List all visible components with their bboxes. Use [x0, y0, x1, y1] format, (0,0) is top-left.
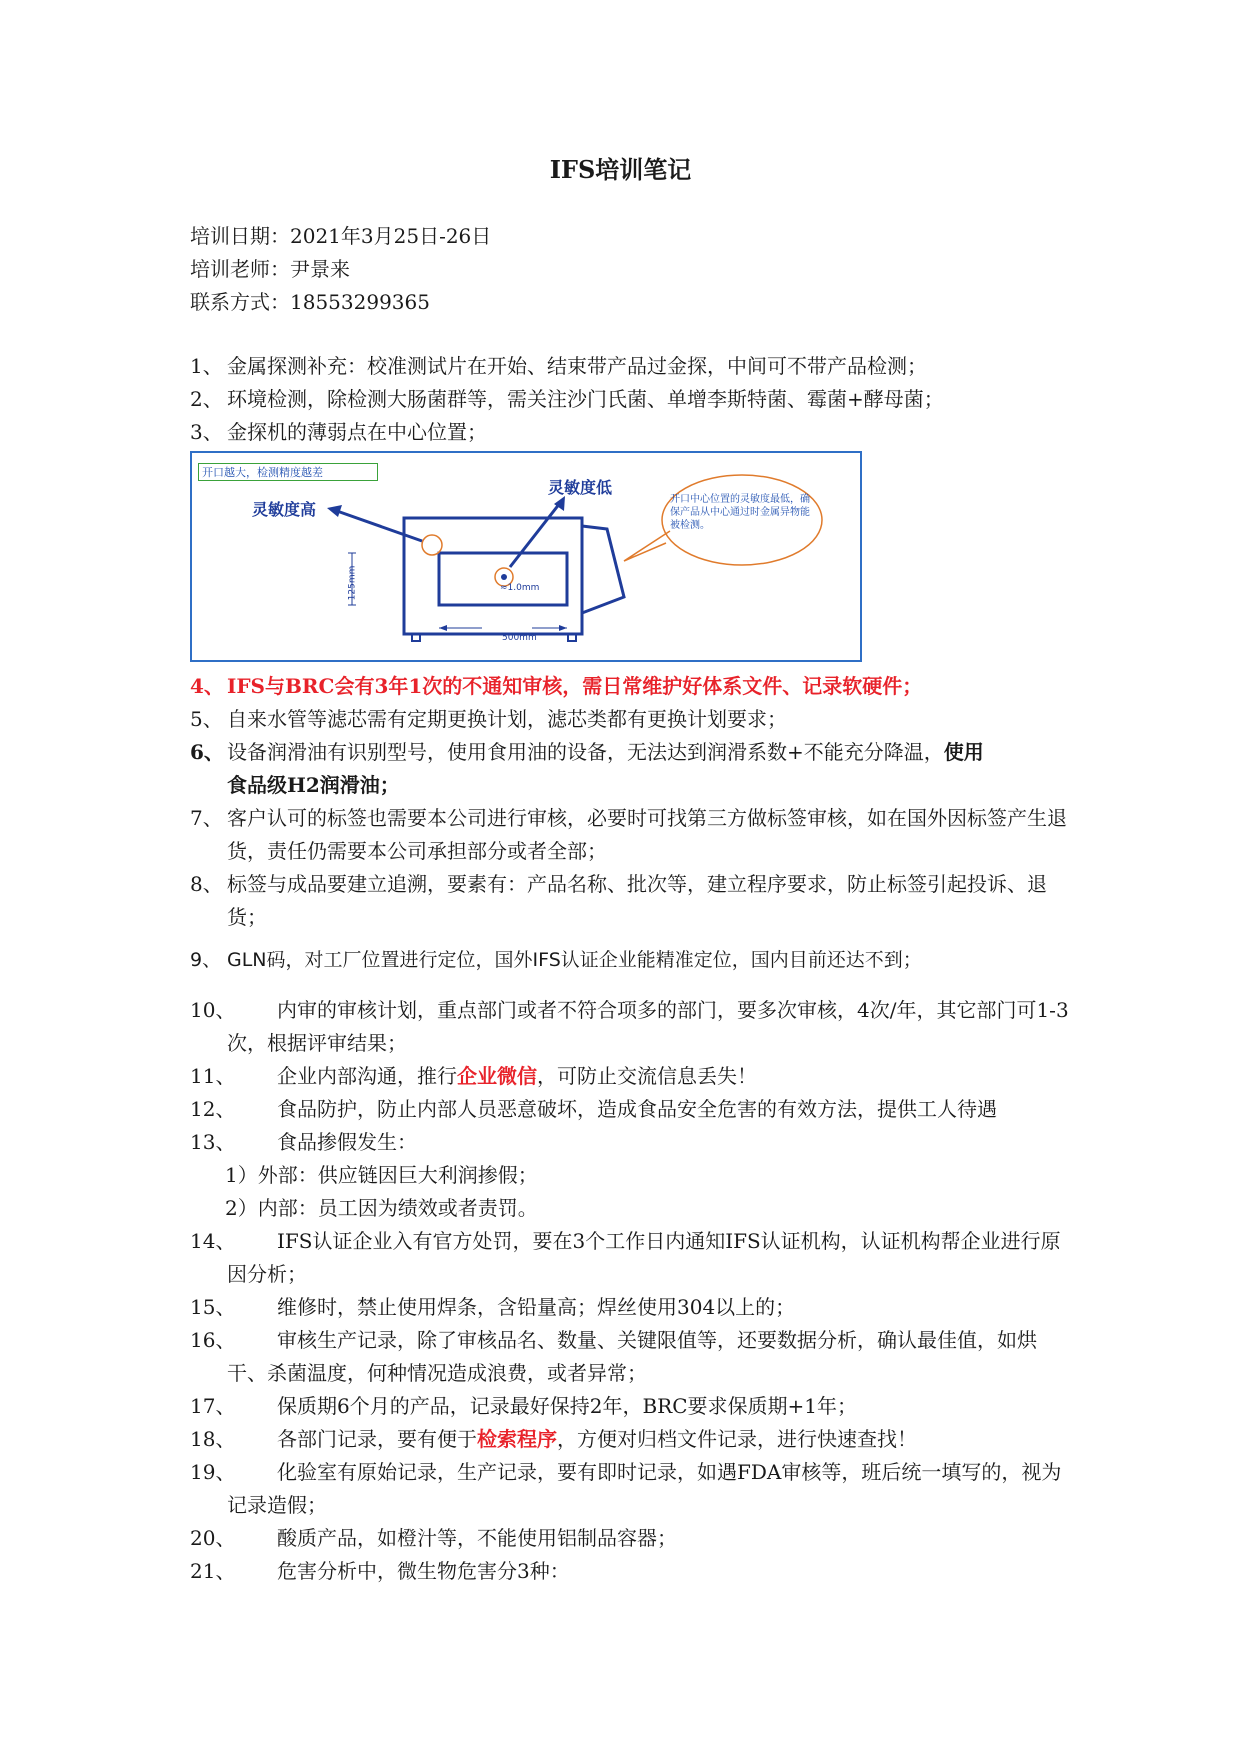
sub-item: 1）外部：供应链因巨大利润掺假； — [225, 1163, 538, 1187]
item-text — [227, 1423, 1070, 1456]
item-number: 20、 — [190, 1526, 236, 1550]
list-item — [190, 1126, 1070, 1159]
list-item — [190, 1456, 1070, 1522]
item-number: 17、 — [190, 1394, 236, 1418]
list-item — [190, 994, 1070, 1060]
list-item — [190, 1522, 1070, 1555]
item-number: 21、 — [190, 1559, 236, 1583]
item-text-plain: 各部门记录，要有便于 — [277, 1427, 477, 1451]
item-text-bold: 使用 — [943, 740, 984, 764]
list-item — [190, 1324, 1070, 1390]
list-item — [190, 802, 1070, 868]
item-text: 危害分析中，微生物危害分3种： — [277, 1559, 570, 1583]
list-item — [190, 703, 1070, 736]
item-number: 14、 — [190, 1229, 236, 1253]
item-text-plain: 企业内部沟通，推行 — [277, 1064, 457, 1088]
low-sensitivity-label: 灵敏度低 — [548, 478, 613, 497]
list-item — [190, 1060, 1070, 1093]
item-number: 2、 — [190, 387, 223, 411]
item-text: 保质期6个月的产品，记录最好保持2年，BRC要求保质期+1年； — [277, 1394, 857, 1418]
list-item — [190, 1390, 1070, 1423]
list-item — [190, 868, 1070, 934]
item-text-bold-cont: 食品级H2润滑油； — [227, 773, 400, 797]
list-item — [190, 736, 1070, 802]
item-number: 5、 — [190, 707, 223, 731]
training-teacher: 培训老师：尹景来 — [190, 257, 350, 281]
item-text: 内审的审核计划，重点部门或者不符合项多的部门，要多次审核，4次/年，其它部门可1-3次，根据评审结果； — [227, 998, 1069, 1055]
item-text: 审核生产记录，除了审核品名、数量、关键限值等，还要数据分析，确认最佳值，如烘干、杀菌温度，何种情况造成浪费，或者异常； — [227, 1328, 1037, 1385]
list-item — [190, 1555, 1070, 1588]
item-text: 化验室有原始记录，生产记录，要有即时记录，如遇FDA审核等，班后统一填写的，视为记录造假； — [227, 1460, 1062, 1517]
list-item — [190, 1225, 1070, 1291]
item-text-plain: 设备润滑油有识别型号，使用食用油的设备，无法达到润滑系数+不能充分降温， — [227, 740, 944, 764]
page-title: IFS培训笔记 — [549, 155, 692, 184]
item-text: 金属探测补充：校准测试片在开始、结束带产品过金探，中间可不带产品检测； — [227, 354, 927, 378]
item-number: 19、 — [190, 1460, 236, 1484]
item-number: 11、 — [190, 1064, 236, 1088]
item-text — [227, 1060, 1070, 1093]
item-text-plain-end: ，可防止交流信息丢失！ — [537, 1064, 757, 1088]
item-text: 自来水管等滤芯需有定期更换计划，滤芯类都有更换计划要求； — [227, 707, 787, 731]
item-text: 食品防护，防止内部人员恶意破坏，造成食品安全危害的有效方法，提供工人待遇 — [277, 1097, 997, 1121]
list-item — [190, 383, 1070, 416]
item-number: 18、 — [190, 1427, 236, 1451]
item-number: 10、 — [190, 998, 236, 1022]
high-sensitivity-label: 灵敏度高 — [252, 500, 317, 519]
item-text: 酸质产品，如橙汁等，不能使用铝制品容器； — [277, 1526, 677, 1550]
item-number: 4、 — [190, 674, 224, 698]
item-number: 1、 — [190, 354, 223, 378]
diagram-tip-label: 开口越大，检测精度越差 — [198, 463, 378, 481]
item-text: 食品掺假发生： — [277, 1130, 417, 1154]
item-text: 金探机的薄弱点在中心位置； — [227, 420, 487, 444]
list-item — [190, 670, 1070, 703]
sub-item: 2）内部：员工因为绩效或者责罚。 — [225, 1196, 538, 1220]
item-number: 7、 — [190, 806, 223, 830]
diameter-label: ≈1.0mm — [500, 583, 540, 593]
item-number: 9、 — [190, 949, 222, 971]
item-text: IFS与BRC会有3年1次的不通知审核，需日常维护好体系文件、记录软硬件； — [227, 674, 923, 698]
item-number: 16、 — [190, 1328, 236, 1352]
metal-detector-diagram — [190, 451, 862, 662]
list-item — [190, 1291, 1070, 1324]
item-number: 13、 — [190, 1130, 236, 1154]
item-number: 3、 — [190, 420, 223, 444]
contact-info: 联系方式：18553299365 — [190, 290, 430, 314]
height-label: 125mm — [347, 565, 358, 601]
width-label: 500mm — [502, 633, 537, 643]
item-text: 环境检测，除检测大肠菌群等，需关注沙门氏菌、单增李斯特菌、霉菌+酵母菌； — [227, 387, 944, 411]
item-text-plain-end: ，方便对归档文件记录，进行快速查找！ — [557, 1427, 917, 1451]
item-number: 8、 — [190, 872, 223, 896]
item-number: 12、 — [190, 1097, 236, 1121]
item-text-highlight: 检索程序 — [477, 1427, 557, 1451]
list-item — [190, 1093, 1090, 1126]
list-item — [190, 1423, 1070, 1456]
item-text-highlight: 企业微信 — [457, 1064, 537, 1088]
list-item — [190, 944, 1070, 977]
item-text: 客户认可的标签也需要本公司进行审核，必要时可找第三方做标签审核，如在国外因标签产生退货，责任仍需要本公司承担部分或者全部； — [227, 806, 1067, 863]
item-text: 标签与成品要建立追溯，要素有：产品名称、批次等，建立程序要求，防止标签引起投诉、退货； — [227, 872, 1047, 929]
training-date: 培训日期：2021年3月25日-26日 — [190, 224, 492, 248]
list-item — [190, 416, 1070, 449]
item-text: IFS认证企业入有官方处罚，要在3个工作日内通知IFS认证机构，认证机构帮企业进行原因分析； — [227, 1229, 1061, 1286]
list-item — [190, 350, 1070, 383]
item-text: 维修时，禁止使用焊条，含铅量高；焊丝使用304以上的； — [277, 1295, 796, 1319]
item-text: GLN码，对工厂位置进行定位，国外IFS认证企业能精准定位，国内目前还达不到； — [227, 949, 922, 971]
diagram-callout: 开口中心位置的灵敏度最低，确保产品从中心通过时金属异物能被检测。 — [670, 494, 810, 531]
item-number: 6、 — [190, 740, 224, 764]
item-number: 15、 — [190, 1295, 236, 1319]
item-text — [227, 736, 1070, 802]
